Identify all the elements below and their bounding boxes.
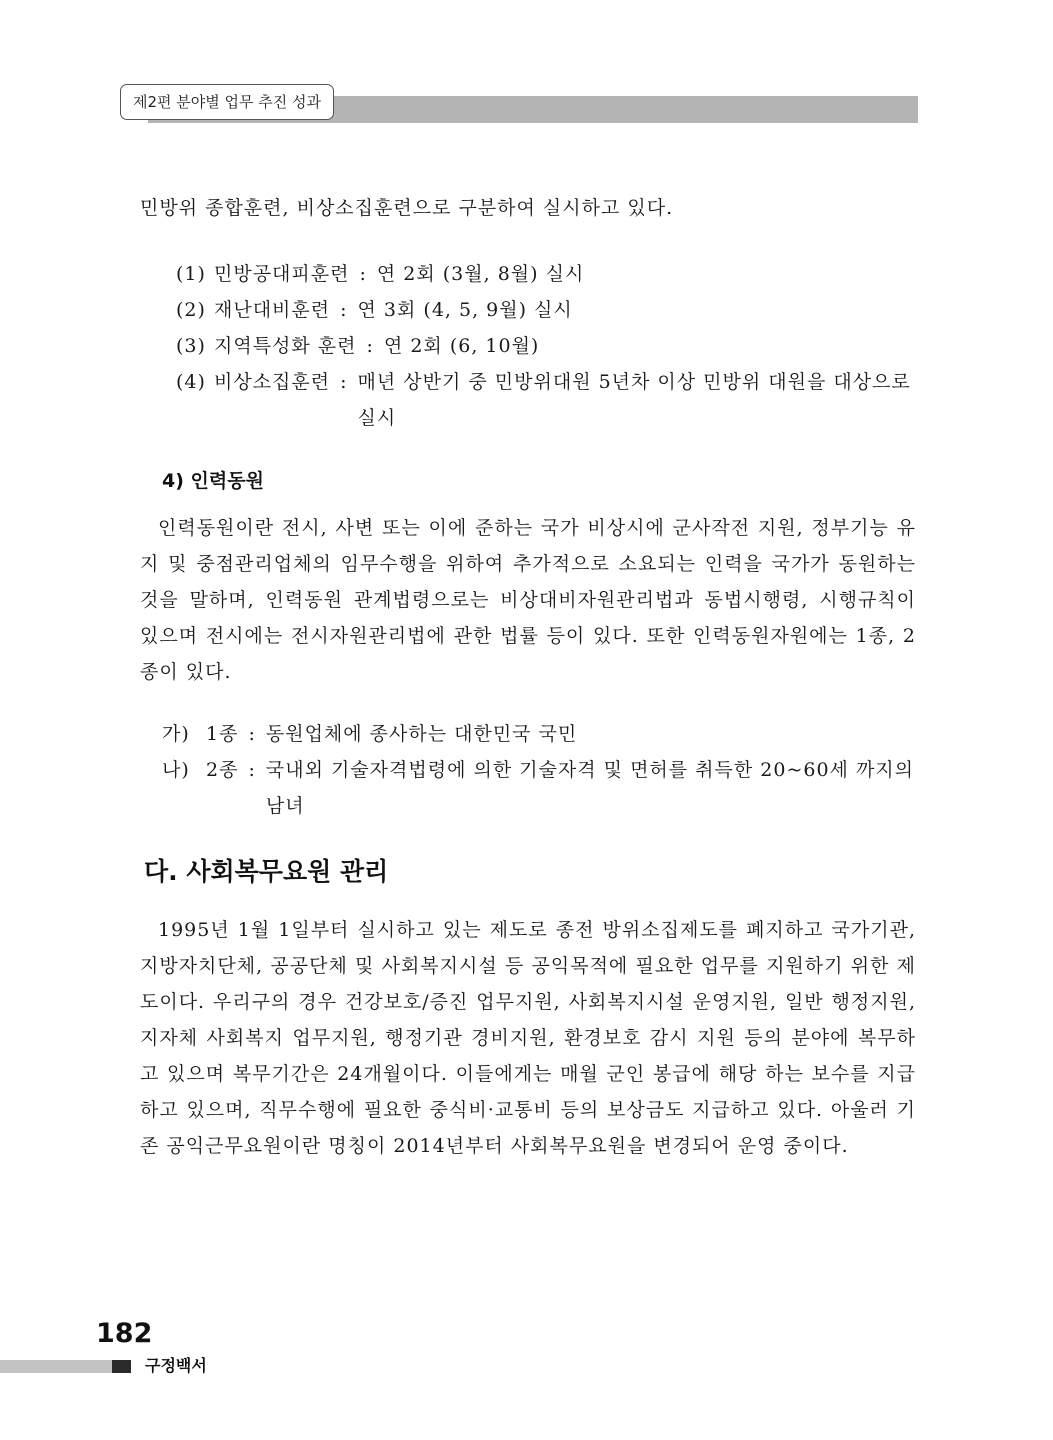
manpower-type-list <box>162 716 918 824</box>
list-item-value: 동원업체에 종사하는 대한민국 국민 <box>265 723 578 745</box>
list-item-value: 매년 상반기 중 민방위대원 5년차 이상 민방위 대원을 대상으로 실시 <box>357 371 911 429</box>
list-item-number: 나) <box>162 759 190 781</box>
list-item-label: 비상소집훈련 <box>214 371 331 393</box>
list-item-value: 연 2회 (6, 10월) <box>383 335 540 357</box>
list-item-label: 1종 <box>206 723 239 745</box>
training-list <box>176 256 918 436</box>
list-item <box>162 716 918 752</box>
footer-bar-accent <box>112 1360 131 1373</box>
list-item-separator: : <box>366 335 374 357</box>
page-number: 182 <box>96 1318 153 1349</box>
list-item-separator: : <box>248 759 256 781</box>
section-header-tab: 제2편 분야별 업무 추진 성과 <box>120 84 334 120</box>
section-heading: 다. 사회복무요원 관리 <box>144 857 389 886</box>
manpower-paragraph: 인력동원이란 전시, 사변 또는 이에 준하는 국가 비상시에 군사작전 지원, 정부기능 유지 및 중점관리업체의 임무수행을 위하여 추가적으로 소요되는 인력을 국가가 동원하는 것을 말하며, 인력동원 관계법령으로는 비상대비자원관리법과 동법시행령, 시행규칙이 있으며 전시에는 전시자원관리법에 관한 법률 등이 있다. 또한 인력동원자원에는 1종, 2종이 있다. <box>140 517 916 683</box>
list-item <box>176 292 918 328</box>
social-service-paragraph: 1995년 1월 1일부터 실시하고 있는 제도로 종전 방위소집제도를 폐지하고 국가기관, 지방자치단체, 공공단체 및 사회복지시설 등 공익목적에 필요한 업무를 지원하기 위한 제도이다. 우리구의 경우 건강보호/증진 업무지원, 사회복지시설 운영지원, 일반 행정지원, 지자체 사회복지 업무지원, 행정기관 경비지원, 환경보호 감시 지원 등의 분야에 복무하고 있으며 복무기간은 24개월이다. 이들에게는 매월 군인 봉급에 해당 하는 보수를 지급하고 있으며, 직무수행에 필요한 중식비·교통비 등의 보상금도 지급하고 있다. 아울러 기존 공익근무요원이란 명칭이 2014년부터 사회복무요원을 변경되어 운영 중이다. <box>140 919 916 1157</box>
list-item-value: 국내외 기술자격법령에 의한 기술자격 및 면허를 취득한 20~60세 까지의 남녀 <box>265 759 915 817</box>
list-item-separator: : <box>248 723 256 745</box>
list-item-label: 2종 <box>206 759 239 781</box>
footer-bar <box>0 1360 112 1373</box>
list-item-number: (1) <box>176 263 206 285</box>
intro-paragraph: 민방위 종합훈련, 비상소집훈련으로 구분하여 실시하고 있다. <box>140 197 674 219</box>
list-item-label: 민방공대피훈련 <box>214 263 350 285</box>
list-item-value: 연 2회 (3월, 8월) 실시 <box>376 263 585 285</box>
list-item <box>176 328 918 364</box>
list-item-separator: : <box>340 299 348 321</box>
list-item-number: 가) <box>162 723 190 745</box>
list-item <box>162 752 918 824</box>
list-item-label: 지역특성화 훈련 <box>214 335 357 357</box>
subsection-heading: 4) 인력동원 <box>162 470 264 492</box>
list-item-number: (2) <box>176 299 206 321</box>
list-item-number: (3) <box>176 335 206 357</box>
list-item-number: (4) <box>176 371 206 393</box>
list-item-label: 재난대비훈련 <box>214 299 331 321</box>
list-item-value: 연 3회 (4, 5, 9월) 실시 <box>357 299 573 321</box>
list-item-separator: : <box>340 371 348 393</box>
list-item <box>176 256 918 292</box>
list-item-separator: : <box>359 263 367 285</box>
list-item <box>176 364 918 436</box>
publication-title: 구정백서 <box>145 1356 207 1375</box>
